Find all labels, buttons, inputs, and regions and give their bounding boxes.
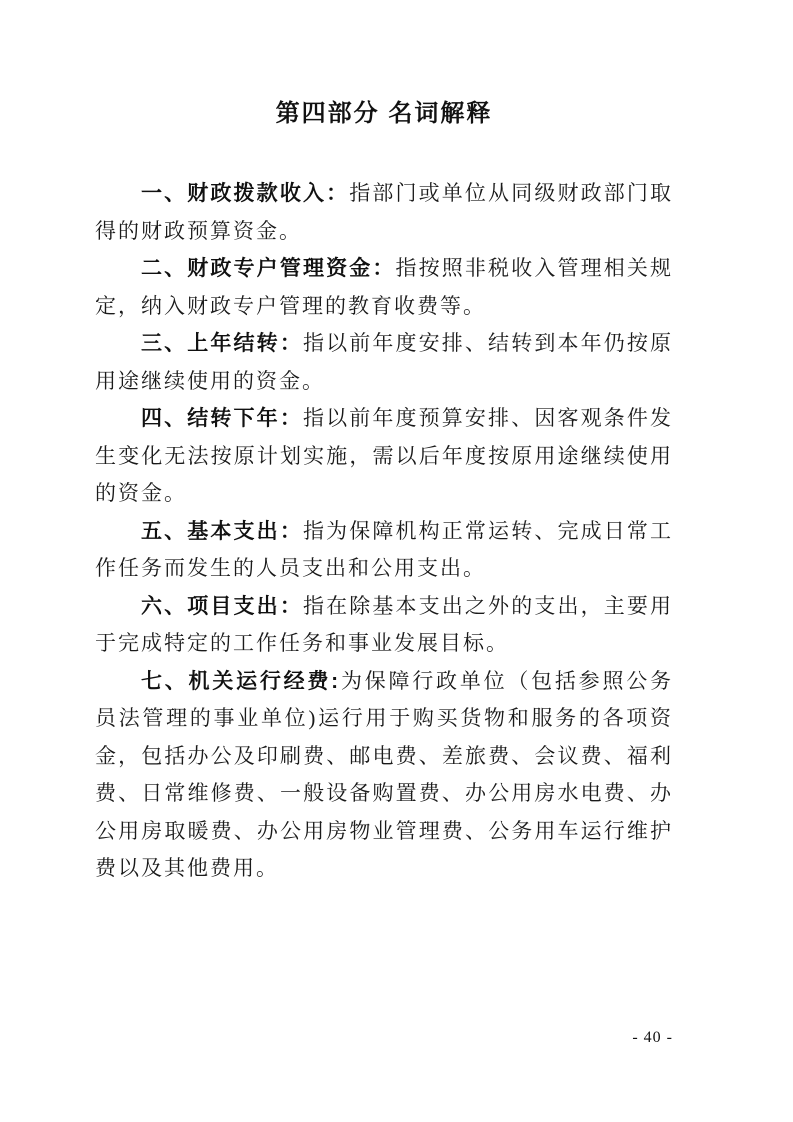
page-title: 第四部分 名词解释 [275, 100, 493, 127]
term-definition: 指以前年度预算安排、因客观条件发生变化无法按原计划实施，需以后年度按原用途继续使用的资金。 [95, 406, 674, 505]
glossary-entry [95, 400, 673, 513]
page-number: - 40 - [632, 1029, 673, 1046]
term-label: 六、项目支出： [141, 594, 303, 618]
glossary-entry [95, 663, 673, 888]
term-definition: 指在除基本支出之外的支出，主要用于完成特定的工作任务和事业发展目标。 [95, 593, 674, 655]
glossary-entry [95, 325, 673, 400]
glossary-entry [95, 250, 673, 325]
glossary-entry [95, 175, 673, 250]
term-label: 二、财政专户管理资金： [141, 257, 396, 280]
term-label: 四、结转下年： [141, 407, 303, 430]
term-label: 三、上年结转： [141, 332, 303, 355]
term-definition: 指为保障机构正常运转、完成日常工作任务而发生的人员支出和公用支出。 [95, 518, 674, 580]
term-label: 五、基本支出： [141, 519, 303, 543]
term-definition: 为保障行政单位（包括参照公务员法管理的事业单位)运行用于购买货物和服务的各项资金，包括办公及印刷费、邮电费、差旅费、会议费、福利费、日常维修费、一般设备购置费、办公用房水电费、办公用房取暖费、办公用房物业管理费、公务用车运行维护费以及其他费用。 [95, 668, 674, 880]
glossary-entry [95, 513, 673, 588]
term-definition: 指部门或单位从同级财政部门取得的财政预算资金。 [95, 181, 674, 243]
term-definition: 指以前年度安排、结转到本年仍按原用途继续使用的资金。 [95, 331, 674, 393]
glossary-entry [95, 588, 673, 663]
term-definition: 指按照非税收入管理相关规定，纳入财政专户管理的教育收费等。 [95, 256, 673, 318]
term-label: 七、机关运行经费: [141, 669, 341, 693]
glossary-list [95, 175, 673, 888]
term-label: 一、财政拨款收入： [141, 182, 350, 205]
